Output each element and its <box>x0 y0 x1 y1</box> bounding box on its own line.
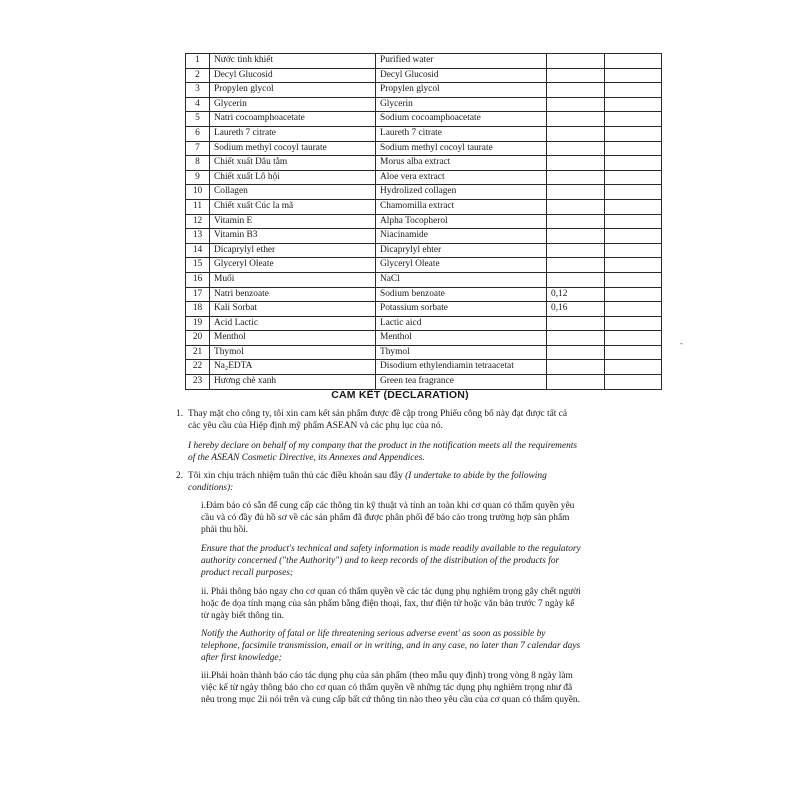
vietnamese-name-cell: Acid Lactic <box>210 316 376 331</box>
row-number-cell: 6 <box>186 126 210 141</box>
row-number-cell: 13 <box>186 229 210 244</box>
inci-name-cell: Glyceryl Oleate <box>376 258 547 273</box>
row-number-cell: 8 <box>186 156 210 171</box>
empty-cell <box>605 229 662 244</box>
vietnamese-name-cell: Muối <box>210 272 376 287</box>
p2-en-line: conditions): <box>188 483 234 493</box>
item-number: 1. <box>176 409 184 419</box>
concentration-cell <box>547 243 605 258</box>
table-row <box>186 316 662 331</box>
vietnamese-name-cell: Laureth 7 citrate <box>210 126 376 141</box>
inci-name-cell: Aloe vera extract <box>376 170 547 185</box>
empty-cell <box>605 316 662 331</box>
inci-name-cell: Purified water <box>376 54 547 69</box>
inci-name-cell: Niacinamide <box>376 229 547 244</box>
concentration-cell <box>547 331 605 346</box>
table-row <box>186 258 662 273</box>
clause-i-en <box>201 543 681 579</box>
clause-line: việc kể từ ngày thông báo cho cơ quan có thẩm quyền về những tác dụng phụ nghiêm trọng như đã <box>201 683 573 693</box>
table-row <box>186 272 662 287</box>
empty-cell <box>605 345 662 360</box>
vietnamese-name-cell: Collagen <box>210 185 376 200</box>
concentration-cell <box>547 185 605 200</box>
vietnamese-name-cell: Thymol <box>210 345 376 360</box>
row-number-cell: 10 <box>186 185 210 200</box>
empty-cell <box>605 360 662 375</box>
table-row <box>186 287 662 302</box>
inci-name-cell: Menthol <box>376 331 547 346</box>
concentration-cell <box>547 214 605 229</box>
row-number-cell: 14 <box>186 243 210 258</box>
vietnamese-name-cell: Sodium methyl cocoyl taurate <box>210 141 376 156</box>
clause-line: hoặc đe dọa tính mạng của sản phẩm bằng điện thoại, fax, thư điện tử hoặc văn bản trước 7 ngày kể <box>201 599 575 609</box>
table-row <box>186 214 662 229</box>
vietnamese-name-cell: Vitamin B3 <box>210 229 376 244</box>
table-row <box>186 97 662 112</box>
table-row <box>186 112 662 127</box>
declaration-item-2 <box>176 470 676 494</box>
inci-name-cell: Lactic aicd <box>376 316 547 331</box>
inci-name-cell: Disodium ethylendiamin tetraacetat <box>376 360 547 375</box>
row-number-cell: 18 <box>186 302 210 317</box>
empty-cell <box>605 214 662 229</box>
row-number-cell: 12 <box>186 214 210 229</box>
margin-mark: - <box>680 338 683 348</box>
vietnamese-name-cell: Natri cocoamphoacetate <box>210 112 376 127</box>
inci-name-cell: Decyl Glucosid <box>376 68 547 83</box>
p1-english <box>188 440 688 464</box>
clause-line: Notify the Authority of fatal or life threatening serious adverse event' as soon as possible by <box>201 629 546 639</box>
row-number-cell: 2 <box>186 68 210 83</box>
concentration-cell <box>547 54 605 69</box>
table-row <box>186 302 662 317</box>
inci-name-cell: Propylen glycol <box>376 83 547 98</box>
empty-cell <box>605 302 662 317</box>
row-number-cell: 1 <box>186 54 210 69</box>
table-row <box>186 375 662 390</box>
empty-cell <box>605 272 662 287</box>
table-row <box>186 141 662 156</box>
inci-name-cell: Laureth 7 citrate <box>376 126 547 141</box>
empty-cell <box>605 331 662 346</box>
clause-line: product recall purposes; <box>201 568 294 578</box>
inci-name-cell: Morus alba extract <box>376 156 547 171</box>
table-row <box>186 54 662 69</box>
p2-vn-text: Tôi xin chịu trách nhiệm tuân thủ các điều khoản sau đây <box>188 471 406 481</box>
row-number-cell: 21 <box>186 345 210 360</box>
empty-cell <box>605 141 662 156</box>
concentration-cell <box>547 68 605 83</box>
vietnamese-name-cell: Chiết xuất Dâu tằm <box>210 156 376 171</box>
inci-name-cell: Glycerin <box>376 97 547 112</box>
concentration-cell: 0,16 <box>547 302 605 317</box>
inci-name-cell: Alpha Tocopherol <box>376 214 547 229</box>
empty-cell <box>605 185 662 200</box>
empty-cell <box>605 258 662 273</box>
clause-line: after first knowledge; <box>201 653 282 663</box>
concentration-cell <box>547 360 605 375</box>
clause-iii-vn <box>201 670 681 706</box>
inci-name-cell: Dicaprylyl ehter <box>376 243 547 258</box>
inci-name-cell: Hydrolized collagen <box>376 185 547 200</box>
inci-name-cell: NaCl <box>376 272 547 287</box>
empty-cell <box>605 199 662 214</box>
concentration-cell <box>547 83 605 98</box>
inci-name-cell: Potassium sorbate <box>376 302 547 317</box>
empty-cell <box>605 156 662 171</box>
empty-cell <box>605 375 662 390</box>
vietnamese-name-cell: Na₂EDTA <box>210 360 376 375</box>
table-row <box>186 229 662 244</box>
clause-line: ii. Phải thông báo ngay cho cơ quan có thẩm quyền về các tác dụng phụ nghiêm trọng gây chết người <box>201 587 581 597</box>
vietnamese-name-cell: Hương chè xanh <box>210 375 376 390</box>
empty-cell <box>605 243 662 258</box>
concentration-cell <box>547 375 605 390</box>
empty-cell <box>605 83 662 98</box>
row-number-cell: 4 <box>186 97 210 112</box>
vietnamese-name-cell: Menthol <box>210 331 376 346</box>
vietnamese-name-cell: Decyl Glucosid <box>210 68 376 83</box>
vietnamese-name-cell: Dicaprylyl ether <box>210 243 376 258</box>
inci-name-cell: Sodium cocoamphoacetate <box>376 112 547 127</box>
concentration-cell <box>547 156 605 171</box>
clause-line: authority concerned ("the Authority") and to keep records of the distribution of the products for <box>201 556 560 566</box>
clause-ii-vn <box>201 586 681 622</box>
concentration-cell <box>547 316 605 331</box>
inci-name-cell: Sodium methyl cocoyl taurate <box>376 141 547 156</box>
vietnamese-name-cell: Natri benzoate <box>210 287 376 302</box>
row-number-cell: 23 <box>186 375 210 390</box>
row-number-cell: 16 <box>186 272 210 287</box>
concentration-cell: 0,12 <box>547 287 605 302</box>
p2-en-text: (I undertake to abide by the following <box>405 471 547 481</box>
concentration-cell <box>547 258 605 273</box>
clause-line: Ensure that the product's technical and safety information is made readily available to the regulatory <box>201 544 581 554</box>
concentration-cell <box>547 141 605 156</box>
vietnamese-name-cell: Chiết xuất Cúc la mã <box>210 199 376 214</box>
ingredients-table-body <box>186 54 662 390</box>
table-row <box>186 331 662 346</box>
row-number-cell: 5 <box>186 112 210 127</box>
clause-i-vn <box>201 500 681 536</box>
clause-line: cầu và có đầy đủ hồ sơ về các sản phẩm đã được phân phối để báo cáo trong trường hợp sản phẩm <box>201 513 570 523</box>
p1-en-line: of the ASEAN Cosmetic Directive, its Annexes and Appendices. <box>188 453 425 463</box>
clause-line: phải thu hồi. <box>201 525 249 535</box>
inci-name-cell: Chamomilla extract <box>376 199 547 214</box>
vietnamese-name-cell: Glycerin <box>210 97 376 112</box>
item-number: 2. <box>176 471 184 481</box>
vietnamese-name-cell: Chiết xuất Lô hội <box>210 170 376 185</box>
row-number-cell: 20 <box>186 331 210 346</box>
row-number-cell: 7 <box>186 141 210 156</box>
concentration-cell <box>547 229 605 244</box>
table-row <box>186 83 662 98</box>
concentration-cell <box>547 97 605 112</box>
table-row <box>186 360 662 375</box>
row-number-cell: 11 <box>186 199 210 214</box>
concentration-cell <box>547 199 605 214</box>
p1-vn-line: Thay mặt cho công ty, tôi xin cam kết sản phẩm được đề cập trong Phiếu công bố này đạt được tất cả <box>188 409 567 419</box>
vietnamese-name-cell: Kali Sorbat <box>210 302 376 317</box>
table-row <box>186 68 662 83</box>
empty-cell <box>605 170 662 185</box>
table-row <box>186 170 662 185</box>
row-number-cell: 15 <box>186 258 210 273</box>
declaration-title: CAM KẾT (DECLARATION) <box>331 389 469 401</box>
clause-line: iii.Phải hoàn thành báo cáo tác dụng phụ của sản phẩm (theo mẫu quy định) trong vòng 8 ngày làm <box>201 671 573 681</box>
table-row <box>186 243 662 258</box>
empty-cell <box>605 68 662 83</box>
row-number-cell: 3 <box>186 83 210 98</box>
p1-en-line: I hereby declare on behalf of my company that the product in the notification meets all the requirements <box>188 441 578 451</box>
row-number-cell: 17 <box>186 287 210 302</box>
vietnamese-name-cell: Propylen glycol <box>210 83 376 98</box>
concentration-cell <box>547 112 605 127</box>
table-row <box>186 185 662 200</box>
table-row <box>186 126 662 141</box>
declaration-item-1 <box>176 408 676 432</box>
empty-cell <box>605 126 662 141</box>
table-row <box>186 199 662 214</box>
clause-line: từ ngày biết thông tin. <box>201 611 284 621</box>
empty-cell <box>605 287 662 302</box>
concentration-cell <box>547 272 605 287</box>
concentration-cell <box>547 126 605 141</box>
vietnamese-name-cell: Vitamin E <box>210 214 376 229</box>
vietnamese-name-cell: Glyceryl Oleate <box>210 258 376 273</box>
table-row <box>186 345 662 360</box>
vietnamese-name-cell: Nước tinh khiết <box>210 54 376 69</box>
clause-line: i.Đảm bảo có sẵn để cung cấp các thông tin kỹ thuật và tính an toàn khi cơ quan có thẩm quyền yêu <box>201 501 575 511</box>
inci-name-cell: Green tea fragrance <box>376 375 547 390</box>
concentration-cell <box>547 345 605 360</box>
clause-line: telephone, facsimile transmission, email or in writing, and in any case, no later than 7 calendar days <box>201 641 581 651</box>
inci-name-cell: Sodium benzoate <box>376 287 547 302</box>
empty-cell <box>605 97 662 112</box>
clause-ii-en <box>201 628 681 664</box>
row-number-cell: 22 <box>186 360 210 375</box>
table-row <box>186 156 662 171</box>
row-number-cell: 19 <box>186 316 210 331</box>
ingredients-table <box>185 53 662 390</box>
p1-vn-line: các yêu cầu của Hiệp định mỹ phẩm ASEAN và các phụ lục của nó. <box>188 421 443 431</box>
empty-cell <box>605 54 662 69</box>
clause-line: nêu trong mục 2ii nói trên và cung cấp bất cứ thông tin nào theo yêu cầu của cơ quan có thẩm quyền. <box>201 695 580 705</box>
empty-cell <box>605 112 662 127</box>
inci-name-cell: Thymol <box>376 345 547 360</box>
row-number-cell: 9 <box>186 170 210 185</box>
concentration-cell <box>547 170 605 185</box>
